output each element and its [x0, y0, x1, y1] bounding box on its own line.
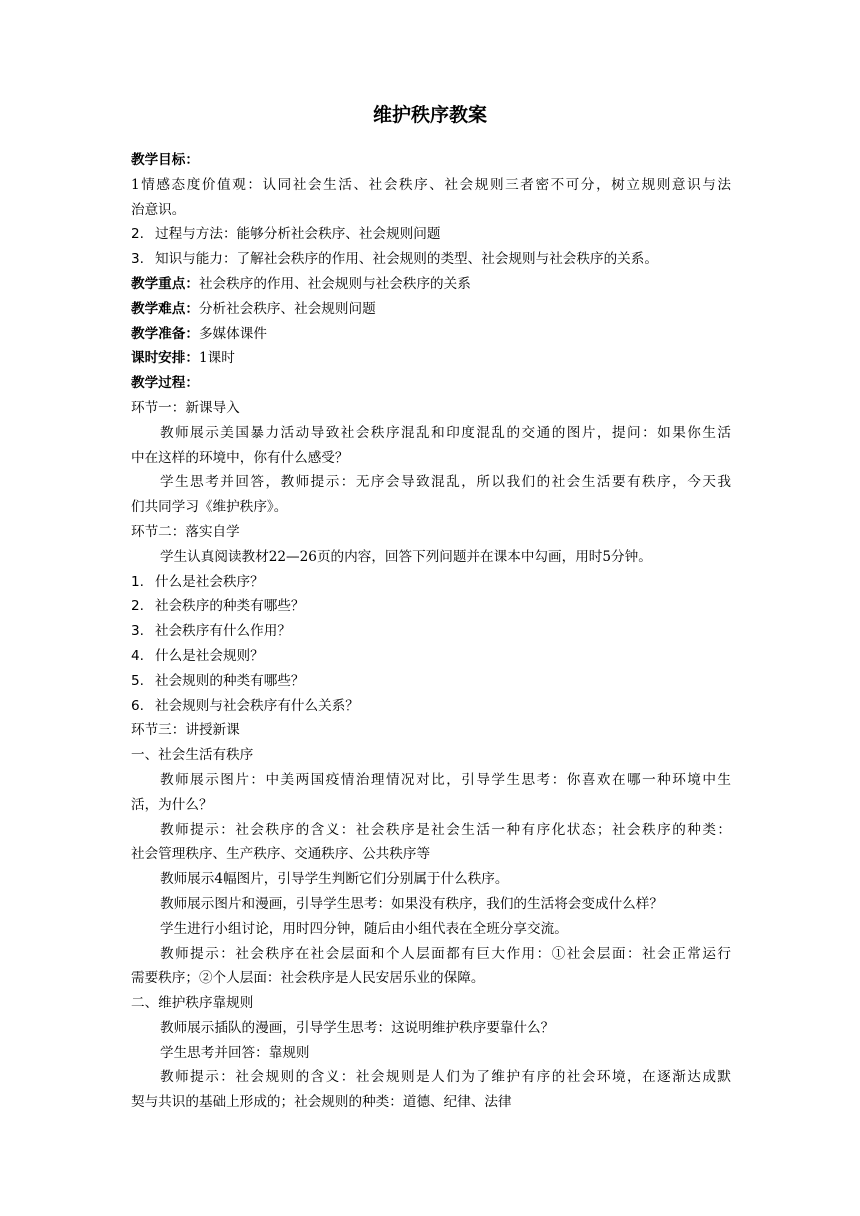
question-number: 3. [131, 623, 144, 640]
schedule-text: 1课时 [198, 350, 235, 367]
question-item [131, 594, 731, 619]
goal-2 [131, 222, 731, 247]
paragraph-2-line-2: 们共同学习《维护秩序》。 [131, 499, 288, 516]
paragraph-7: 教师展示图片和漫画，引导学生思考：如果没有秩序，我们的生活将会变成什么样？ [160, 895, 663, 912]
paragraph-12-line-1: 教师提示：社会规则的含义：社会规则是人们为了维护有序的社会环境，在逐渐达成默 [160, 1069, 731, 1086]
paragraph-6: 教师展示4幅图片，引导学生判断它们分别属于什么秩序。 [160, 871, 509, 888]
document-body [131, 148, 731, 1115]
goal-1-line-1: 1情感态度价值观：认同社会生活、社会秩序、社会规则三者密不可分，树立规则意识与法 [131, 176, 731, 193]
paragraph-4-line-2: 活，为什么？ [131, 796, 213, 813]
paragraph-4-line-1: 教师展示图片：中美两国疫情治理情况对比，引导学生思考：你喜欢在哪一种环境中生 [160, 771, 731, 788]
preparation [131, 322, 731, 347]
goal-3-text: 知识与能力：了解社会秩序的作用、社会规则的类型、社会规则与社会秩序的关系。 [155, 251, 658, 268]
question-item [131, 669, 731, 694]
difficulties [131, 297, 731, 322]
question-text: 什么是社会秩序？ [155, 573, 264, 590]
paragraph-9-line-2: 需要秩序；②个人层面：社会秩序是人民安居乐业的保障。 [131, 970, 485, 987]
paragraph-1-line-1: 教师展示美国暴力活动导致社会秩序混乱和印度混乱的交通的图片，提问：如果你生活 [160, 424, 731, 441]
question-text: 什么是社会规则？ [155, 647, 264, 664]
paragraph-1-line-2: 中在这样的环境中，你有什么感受？ [131, 449, 349, 466]
paragraph-10: 教师展示插队的漫画，引导学生思考：这说明维护秩序要靠什么？ [160, 1019, 555, 1036]
section-2-heading: 二、维护秩序靠规则 [131, 995, 254, 1012]
difficulties-label: 教学难点： [131, 300, 199, 317]
section-1-heading: 一、社会生活有秩序 [131, 747, 254, 764]
preparation-text: 多媒体课件 [198, 325, 267, 342]
difficulties-text: 分析社会秩序、社会规则问题 [198, 300, 376, 317]
document-title: 维护秩序教案 [372, 104, 487, 126]
key-points [131, 272, 731, 297]
step-1-heading: 环节一：新课导入 [131, 399, 240, 416]
question-text: 社会规则与社会秩序有什么关系？ [155, 697, 359, 714]
question-item [131, 694, 731, 719]
paragraph-2-line-1: 学生思考并回答，教师提示：无序会导致混乱，所以我们的社会生活要有秩序，今天我 [160, 474, 731, 491]
paragraph-12-line-2: 契与共识的基础上形成的；社会规则的种类：道德、纪律、法律 [131, 1094, 512, 1111]
goal-3 [131, 247, 731, 272]
paragraph-3: 学生认真阅读教材22—26页的内容，回答下列问题并在课本中勾画，用时5分钟。 [160, 548, 652, 565]
schedule [131, 346, 731, 371]
preparation-label: 教学准备： [131, 325, 199, 342]
question-number: 6. [131, 697, 144, 714]
question-item [131, 570, 731, 595]
key-points-label: 教学重点： [131, 275, 199, 292]
step-3-heading: 环节三：讲授新课 [131, 722, 240, 739]
question-text: 社会规则的种类有哪些？ [155, 672, 305, 689]
question-item [131, 619, 731, 644]
step-2-heading: 环节二：落实自学 [131, 523, 240, 540]
paragraph-5-line-1: 教师提示：社会秩序的含义：社会秩序是社会生活一种有序化状态；社会秩序的种类： [160, 821, 731, 838]
question-number: 4. [131, 647, 144, 664]
goal-2-number: 2. [131, 226, 144, 243]
key-points-text: 社会秩序的作用、社会规则与社会秩序的关系 [198, 275, 471, 292]
goal-3-number: 3. [131, 251, 144, 268]
question-number: 2. [131, 598, 144, 615]
question-item [131, 644, 731, 669]
question-text: 社会秩序的种类有哪些？ [155, 598, 305, 615]
goals-heading: 教学目标： [131, 152, 199, 168]
goal-2-text: 过程与方法：能够分析社会秩序、社会规则问题 [155, 226, 441, 243]
question-number: 5. [131, 672, 144, 689]
paragraph-5-line-2: 社会管理秩序、生产秩序、交通秩序、公共秩序等 [131, 846, 431, 863]
paragraph-9-line-1: 教师提示：社会秩序在社会层面和个人层面都有巨大作用：①社会层面：社会正常运行 [160, 945, 731, 962]
goal-1-line-2: 治意识。 [131, 201, 186, 218]
paragraph-11: 学生思考并回答：靠规则 [160, 1044, 310, 1061]
process-heading: 教学过程： [131, 375, 199, 392]
question-number: 1. [131, 573, 144, 590]
schedule-label: 课时安排： [131, 350, 199, 367]
paragraph-8: 学生进行小组讨论，用时四分钟，随后由小组代表在全班分享交流。 [160, 920, 568, 937]
question-text: 社会秩序有什么作用？ [155, 623, 291, 640]
